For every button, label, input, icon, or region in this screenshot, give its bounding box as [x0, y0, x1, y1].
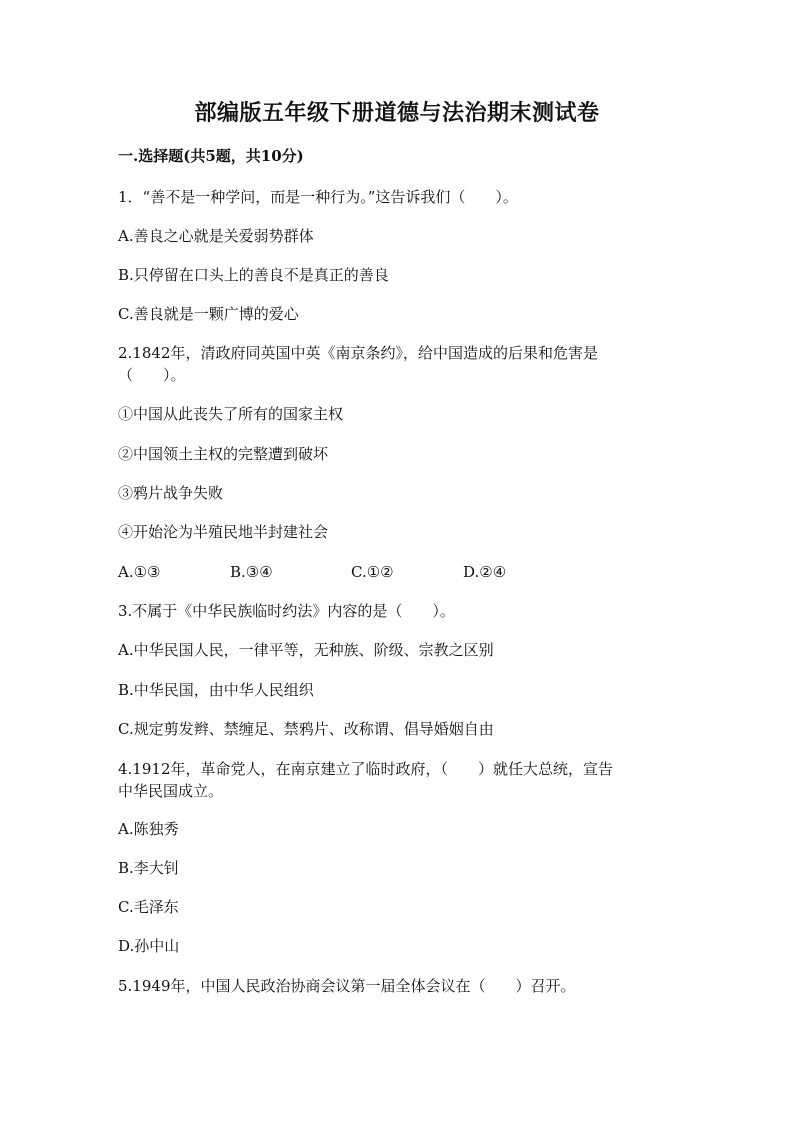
question-2-statement-4: ④开始沦为半殖民地半封建社会	[118, 523, 329, 541]
question-4-option-a: A.陈独秀	[118, 820, 179, 838]
question-2-option-d: D.②④	[463, 563, 507, 581]
question-4-stem-line1: 4.1912年，革命党人，在南京建立了临时政府，（ ）就任大总统，宣告	[118, 760, 613, 778]
question-2-stem-line1: 2.1842年，清政府同英国中英《南京条约》，给中国造成的后果和危害是	[118, 344, 598, 362]
section-heading: 一.选择题(共5题，共10分)	[118, 147, 304, 165]
question-1-option-c: C.善良就是一颗广博的爱心	[118, 305, 299, 323]
question-1-stem: 1．“善不是一种学问，而是一种行为。”这告诉我们（ ）。	[118, 188, 518, 206]
question-2-option-b: B.③④	[230, 563, 273, 581]
question-1-option-a: A.善良之心就是关爱弱势群体	[118, 227, 314, 245]
question-2-statement-3: ③鸦片战争失败	[118, 484, 224, 502]
question-2-option-c: C.①②	[351, 563, 394, 581]
question-3-option-b: B.中华民国，由中华人民组织	[118, 681, 314, 699]
question-2-stem-line2: （ ）。	[118, 366, 186, 384]
question-2-statement-1: ①中国从此丧失了所有的国家主权	[118, 405, 344, 423]
question-4-option-d: D.孙中山	[118, 937, 180, 955]
question-3-option-a: A.中华民国人民，一律平等，无种族、阶级、宗教之区别	[118, 641, 494, 659]
question-1-option-b: B.只停留在口头上的善良不是真正的善良	[118, 266, 389, 284]
question-4-option-b: B.李大钊	[118, 859, 179, 877]
question-4-option-c: C.毛泽东	[118, 898, 179, 916]
question-3-stem: 3.不属于《中华民族临时约法》内容的是（ ）。	[118, 602, 455, 620]
question-4-stem-line2: 中华民国成立。	[118, 782, 224, 800]
page-title: 部编版五年级下册道德与法治期末测试卷	[194, 100, 600, 126]
question-2-option-a: A.①③	[118, 563, 161, 581]
question-3-option-c: C.规定剪发辫、禁缠足、禁鸦片、改称谓、倡导婚姻自由	[118, 720, 494, 738]
question-2-statement-2: ②中国领土主权的完整遭到破坏	[118, 445, 329, 463]
question-5-stem: 5.1949年，中国人民政治协商会议第一届全体会议在（ ）召开。	[118, 977, 576, 995]
